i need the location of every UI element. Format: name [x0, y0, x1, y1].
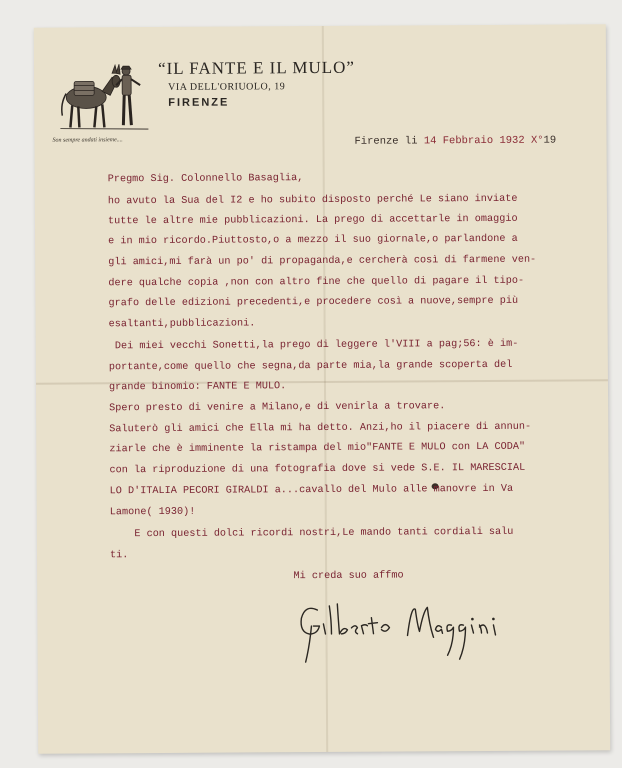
body-line: e in mio ricordo.Piuttosto,o a mezzo il suo giornale,o parlandone a: [108, 233, 518, 248]
letterhead-title: “IL FANTE E IL MULO”: [157, 57, 355, 78]
body-line: Pregmo Sig. Colonnello Basaglia,: [107, 173, 304, 186]
body-line: Spero presto di venire a Milano,e di venirla a trovare.: [109, 401, 446, 415]
body-line: esaltanti,pubblicazioni.: [108, 318, 256, 331]
body-line: tutte le altre mie pubblicazioni. La prego di accettarle in omaggio: [107, 213, 518, 228]
date-line: [354, 135, 556, 148]
letter-paper: [34, 24, 610, 753]
letterhead-city: FIRENZE: [168, 96, 230, 109]
body-line: ti.: [109, 550, 129, 562]
body-line: grafo delle edizioni precedenti,e procedere così a nuove,sempre più: [108, 295, 519, 310]
body-line: ho avuto la Sua del I2 e ho subito disposto perché Le siano inviate: [107, 193, 518, 208]
body-line: E con questi dolci ricordi nostri,Le mando tanti cordiali salu: [109, 526, 514, 541]
body-line: Lamone( 1930)!: [109, 506, 196, 519]
body-line: portante,come quello che segna,da parte mia,la grande scoperta del: [108, 359, 513, 374]
mule-and-soldier-illustration: [52, 59, 152, 138]
body-line: Saluterò gli amici che Ella mi ha detto. Anzi,ho il piacere di annun-: [109, 421, 532, 436]
body-line: ziarle che è imminente la ristampa del mio"FANTE E MULO con LA CODA": [109, 441, 526, 456]
body-line: gli amici,mi farà un po' di propaganda,e cercherà così di farmene ven-: [108, 254, 537, 269]
body-line: dere qualche copia ,non con altro fine che quello di pagare il tipo-: [108, 275, 525, 290]
date-suffix: 19: [543, 134, 557, 147]
body-line: con la riproduzione di una fotografia dove si vede S.E. IL MARESCIAL: [109, 462, 526, 477]
letterhead-address: VIA DELL'ORIUOLO, 19: [168, 81, 286, 93]
date-prefix: Firenze li: [354, 135, 418, 148]
letterhead-motto: Son sempre andati insieme....: [52, 137, 123, 144]
date-value: 14 Febbraio 1932 X°: [423, 134, 544, 148]
body-line: Dei miei vecchi Sonetti,la prego di leggere l'VIII a pag;56: è im-: [108, 338, 519, 353]
body-line: Mi creda suo affmo: [110, 570, 404, 584]
handwritten-signature: [295, 595, 525, 666]
body-line: grande binomio: FANTE E MULO.: [108, 381, 287, 394]
body-line: LO D'ITALIA PECORI GIRALDI a...cavallo del Mulo alle manovre in Va: [109, 483, 514, 498]
